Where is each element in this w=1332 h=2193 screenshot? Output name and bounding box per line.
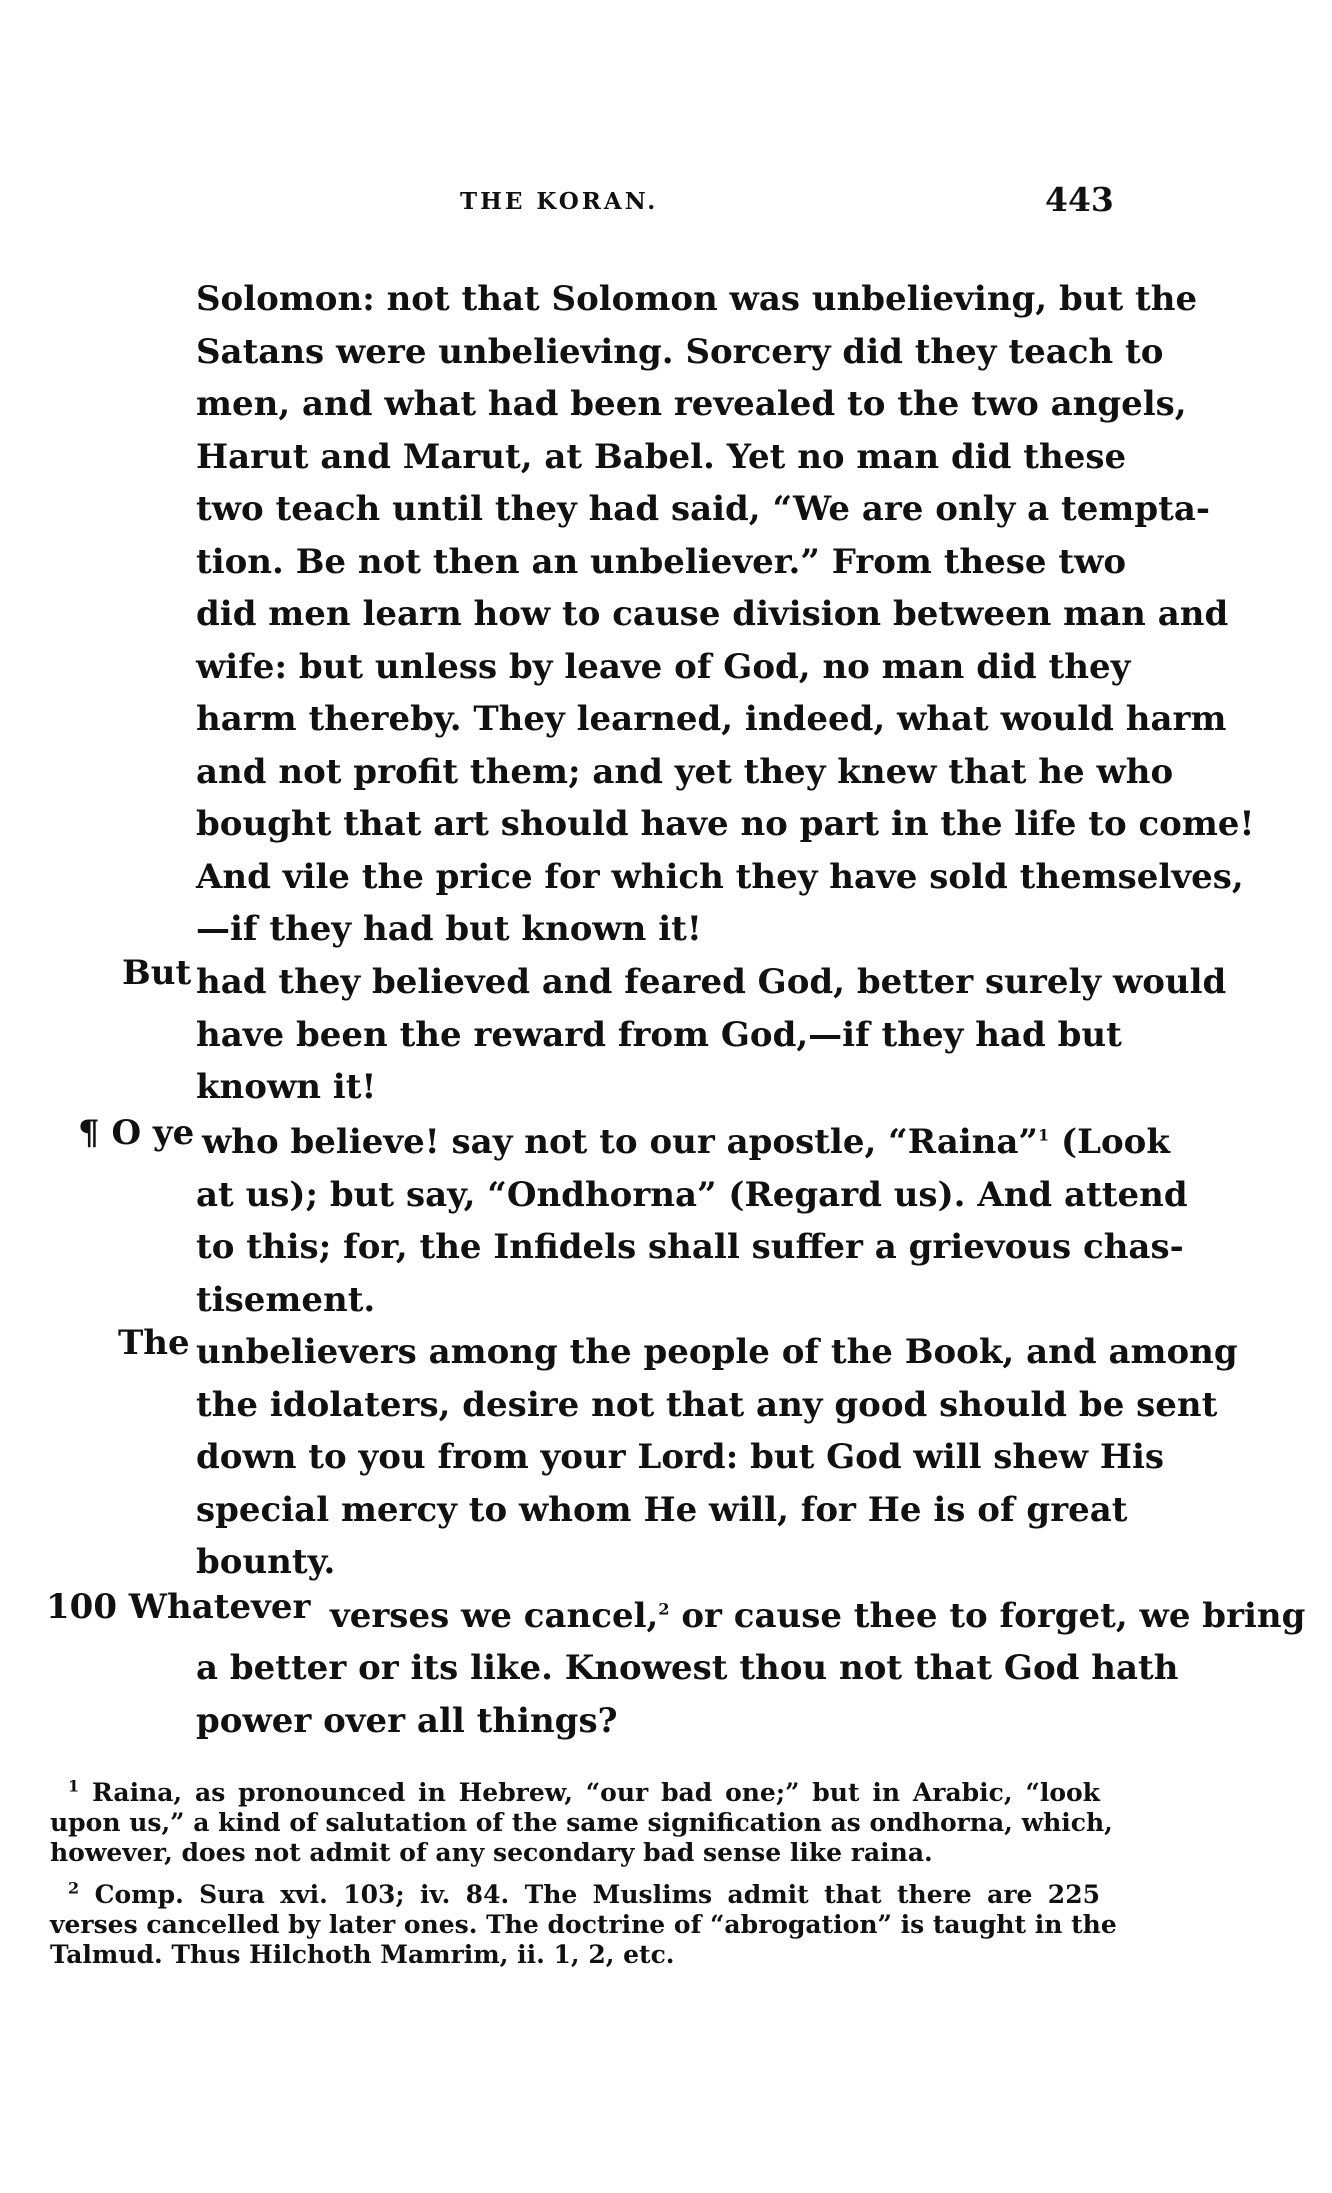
paragraph-solomon [196,273,1255,956]
text-segment: verses we cancel, [330,1596,659,1636]
text-line: did men learn how to cause division between man and [196,594,1229,634]
text-line: to this; for, the Infidels shall suffer a grievous chas- [196,1227,1184,1267]
text-line: a better or its like. Knowest thou not that God hath [196,1648,1179,1688]
paragraph-unbelievers [196,1326,1238,1589]
text-line [330,1590,1306,1643]
verse-number-lead: 100 Whatever [46,1587,311,1627]
text-line: had they believed and feared God, better surely would [196,962,1227,1002]
verse-lead-word: The [118,1323,190,1363]
text-line: power over all things? [196,1700,618,1741]
text-line: and not profit them; and yet they knew that he who [196,751,1174,792]
paragraph-cancel-cont [196,1642,1179,1747]
text-line: special mercy to whom He will, for He is of great [196,1489,1128,1530]
text-line: at us); but say, “Ondhorna” (Regard us). And attend [196,1174,1188,1215]
text-line: —if they had but known it! [196,909,702,949]
text-line: wife: but unless by leave of God, no man did they [196,646,1131,687]
text-line [196,1116,1170,1169]
text-line: have been the reward from God,—if they had but [196,1014,1122,1055]
text-line: tion. Be not then an unbeliever.” From these two [196,541,1127,582]
text-line: unbelievers among the people of the Book, and among [196,1332,1238,1372]
text-line: two teach until they had said, “We are only a tempta- [196,489,1210,529]
footnote-line: however, does not admit of any secondary bad sense like raina. [50,1838,933,1867]
footnote-ref: 2 [658,1599,670,1619]
page-number: 443 [1045,180,1114,219]
text-segment: (Look [1049,1122,1170,1162]
text-segment: or cause thee to forget, we bring [669,1596,1306,1636]
text-line: known it! [196,1067,377,1107]
text-line: Solomon: not that Solomon was unbelieving, but the [196,279,1198,319]
paragraph-raina [196,1116,1188,1326]
text-line: bought that art should have no part in the life to come! [196,804,1255,844]
text-segment: Raina, as pronounced in Hebrew, “our bad one;” but in Arabic, “look [92,1778,1100,1807]
footnote-line [50,1880,1100,1910]
footnote-mark: 2 [68,1878,80,1898]
verse-lead-word: ¶ O ye [78,1113,195,1153]
footnote-ref: 1 [1038,1125,1050,1145]
text-line: tisement. [196,1279,376,1320]
text-line: down to you from your Lord: but God will shew His [196,1437,1165,1477]
text-line: bounty. [196,1542,336,1582]
footnote-1 [50,1776,1113,1868]
text-line: harm thereby. They learned, indeed, what would harm [196,699,1227,739]
footnote-line [50,1778,1100,1808]
text-line: And vile the price for which they have sold themselves, [196,856,1244,897]
text-line: men, and what had been revealed to the two angels, [196,384,1187,424]
footnote-line: Talmud. Thus Hilchoth Mamrim, ii. 1, 2, etc. [50,1940,675,1969]
running-title: THE KORAN. [460,188,659,215]
footnote-2 [50,1878,1117,1970]
text-segment: who believe! say not to our apostle, “Raina” [202,1122,1038,1162]
footnote-line: verses cancelled by later ones. The doctrine of “abrogation” is taught in the [50,1910,1117,1939]
text-line: the idolaters, desire not that any good should be sent [196,1384,1218,1425]
verse-lead-word: But [122,953,192,993]
footnote-line: upon us,” a kind of salutation of the same signification as ondhorna, which, [50,1808,1113,1837]
paragraph-cancel [330,1590,1306,1643]
text-line: Harut and Marut, at Babel. Yet no man did these [196,436,1127,477]
text-line: Satans were unbelieving. Sorcery did they teach to [196,331,1164,372]
text-segment: Comp. Sura xvi. 103; iv. 84. The Muslims admit that there are 225 [94,1880,1100,1909]
footnote-mark: 1 [68,1776,80,1796]
paragraph-believed [196,956,1227,1114]
